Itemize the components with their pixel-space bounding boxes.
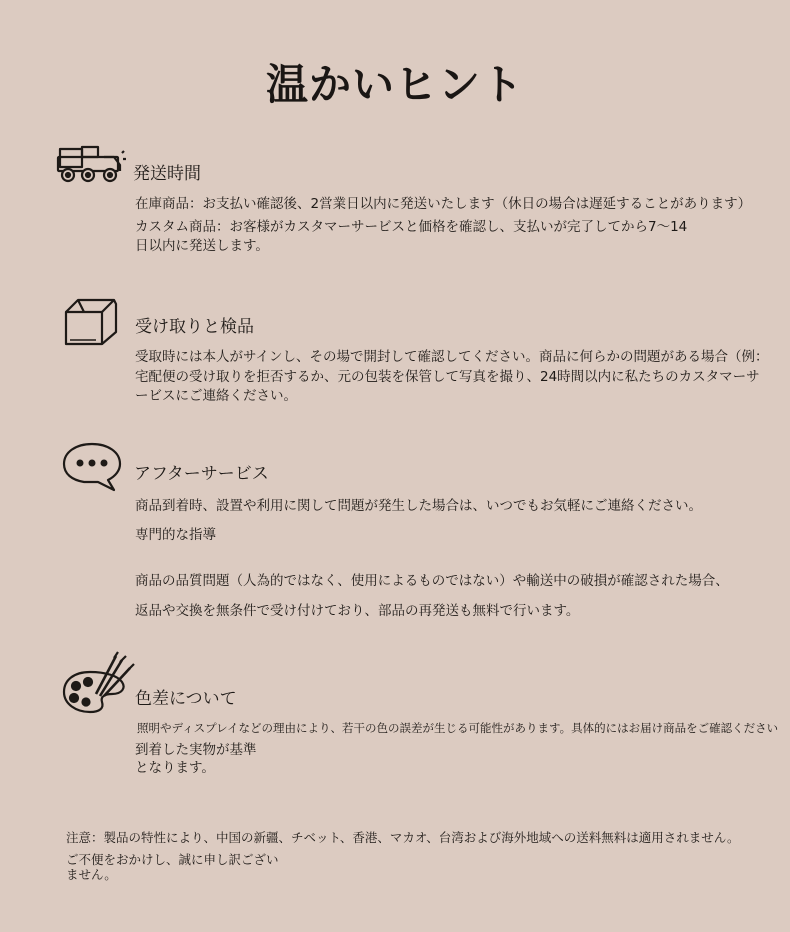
after-service-text-4: 返品や交換を無条件で受け付けており、部品の再発送も無料で行います。 xyxy=(135,603,580,619)
after-service-text-1: 商品到着時、設置や利用に関して問題が発生した場合は、いつでもお気軽にご連絡ください。 xyxy=(135,498,702,514)
truck-icon xyxy=(56,143,126,189)
chat-bubble-icon xyxy=(62,440,122,496)
color-diff-text-2: 到着した実物が基準 xyxy=(135,742,257,758)
color-diff-text-1: 照明やディスプレイなどの理由により、若干の色の誤差が生じる可能性があります。具体的にはお届け商品をご確認ください xyxy=(137,721,779,735)
paint-palette-icon xyxy=(60,650,136,720)
notice-text-2: ご不便をおかけし、誠に申し訳ござい xyxy=(66,852,279,867)
receipt-text-1: 受取時には本人がサインし、その場で開封して確認してください。商品に何らかの問題がある場合（例： xyxy=(135,349,769,365)
shipping-heading: 発送時間 xyxy=(133,164,201,184)
package-box-icon xyxy=(62,296,122,352)
page-title: 温かいヒント xyxy=(265,60,524,109)
color-diff-text-3: となります。 xyxy=(135,760,215,776)
shipping-text-3: 日以内に発送します。 xyxy=(135,238,269,254)
notice-text-3: ません。 xyxy=(66,867,117,882)
receipt-text-3: ービスにご連絡ください。 xyxy=(135,388,297,404)
color-diff-heading: 色差について xyxy=(135,689,237,709)
after-service-heading: アフターサービス xyxy=(134,464,269,484)
shipping-text-1: 在庫商品：お支払い確認後、2営業日以内に発送いたします（休日の場合は遅延することがあります） xyxy=(135,196,752,212)
receipt-heading: 受け取りと検品 xyxy=(135,317,254,337)
after-service-text-3: 商品の品質問題（人為的ではなく、使用によるものではない）や輸送中の破損が確認された場合、 xyxy=(135,573,729,589)
receipt-text-2: 宅配便の受け取りを拒否するか、元の包装を保管して写真を撮り、24時間以内に私たちのカスタマーサ xyxy=(135,369,760,385)
after-service-text-2: 専門的な指導 xyxy=(135,527,216,543)
notice-text-1: 注意：製品の特性により、中国の新疆、チベット、香港、マカオ、台湾および海外地域への送料無料は適用されません。 xyxy=(66,830,740,845)
shipping-text-2: カスタム商品：お客様がカスタマーサービスと価格を確認し、支払いが完了してから7〜14 xyxy=(135,219,688,235)
